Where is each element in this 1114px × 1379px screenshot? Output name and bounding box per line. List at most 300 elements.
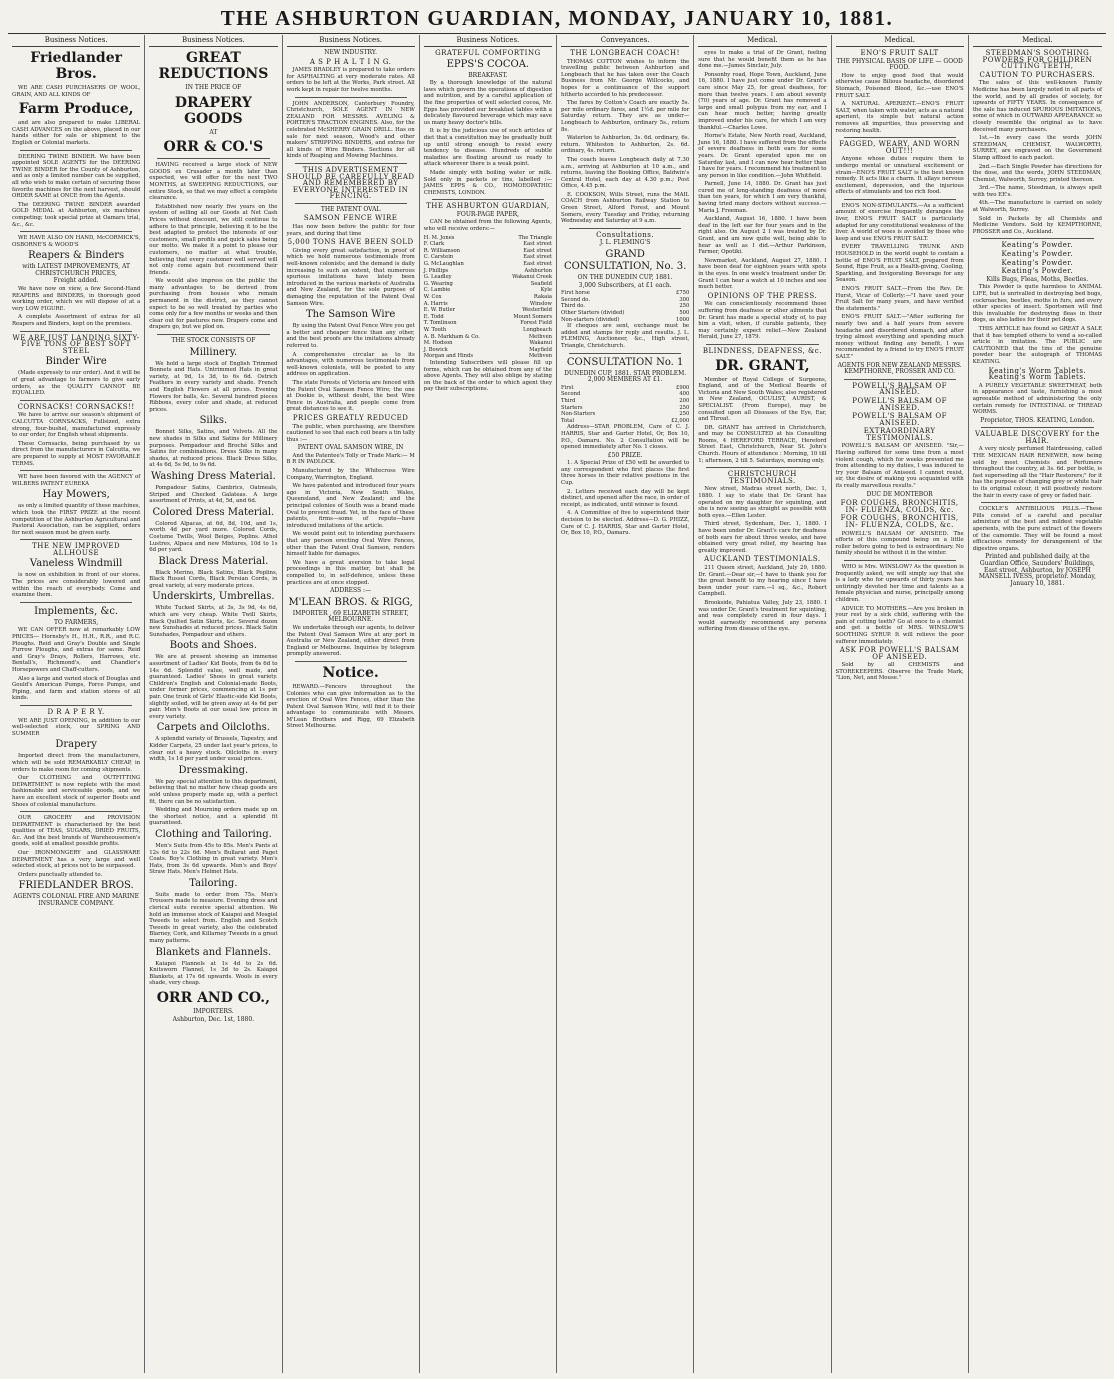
divider [981, 502, 1094, 503]
table-cell: 250 [679, 411, 690, 418]
ad-caps-line: THIS ADVERTISEMENT SHOULD BE CAREFULLY READ AND REMEMBERED BY EVERYONE INTERESTED IN FENCING. [286, 165, 415, 201]
ad-subheadline: Hay Mowers, [42, 489, 110, 501]
ad-caps-line: PRICES GREATLY REDUCED [292, 413, 409, 422]
ad-paragraph: We would also impress on the public the many advantages to be derived from purchasing from houses who remain permanent in the district, as they cannot expect to be so well treated by parties who come only for a few months or weeks and then clear out for pastures new. Drapers come and drapers go, but we plod on. [149, 278, 278, 331]
ad-paragraph: Made simply with boiling water or milk. Sold only in packets or tins, labelled :— JAMES EPPS & CO., HOMOEOPATHIC CHEMISTS, LONDON. [423, 169, 552, 196]
ad-paragraph: Suits made to order from 75s. Men's Trousers made to measure. Evening dress and clerical suits receive special attention. We hold an immense stock of Kaiapoi and Mosgiel Tweeds to select from. English and Scotch Tweeds in great variety, also the celebrated Blarney, Cork, and Killarney Tweeds in a great many patterns. [149, 891, 278, 945]
divider [20, 150, 132, 151]
table-row [424, 294, 552, 301]
ad-paragraph: If cheques are sent, exchange must be added and stamps for reply and results. J. L. FLEMING, Auctioneer, &c., High street, Triangle, Christchurch. [561, 323, 690, 349]
ad-small-line: IMPORTERS. [193, 1008, 234, 1015]
ad-paragraph: 2nd.—Each Single Powder has directions for the dose, and the words, JOHN STEEDMAN, Chemist, Walworth, Surrey, printed thereon. [972, 163, 1102, 183]
ad-subheadline: Washing Dress Material. [150, 470, 276, 482]
agents-table [424, 235, 552, 360]
ad-caps-line: OPINIONS OF THE PRESS. [707, 291, 818, 300]
ad-caps-line: Keating's Powder. [1001, 267, 1074, 276]
table-row [424, 261, 552, 268]
table-row [424, 287, 552, 294]
ad-subheadline: Clothing and Tailoring. [154, 828, 272, 840]
ad-caps-line: Keating's Powder. [1001, 250, 1074, 259]
table-row [424, 281, 552, 288]
divider [157, 158, 269, 159]
column-heading: Business Notices. [287, 35, 415, 47]
ad-subheadline: Boots and Shoes. [169, 640, 257, 652]
ad-caps-line: WE ARE JUST LANDING SIXTY-FIVE TONS OF BEST SOFT STEEL [12, 333, 140, 355]
ad-paragraph: ADVICE TO MOTHERS.—Are you broken in your rest by a sick child, suffering with the pain of cutting teeth? Go at once to a chemist and get a bottle of MRS. WINSLOW'S SOOTHING SYRUP. It will relieve the poor sufferer immediately. [835, 605, 964, 645]
table-cell: W. Tooth [423, 326, 447, 333]
ad-paragraph: is now on exhibition in front of our stores. The prices are considerably lowered and within the reach of everybody. Come and examine them. [12, 572, 141, 599]
divider [295, 97, 407, 98]
ad-small-line: ADDRESS :— [330, 587, 372, 595]
ad-caps-line: A S P H A L T I N G. [309, 57, 392, 66]
ad-paragraph: The DEERING TWINE BINDER awarded GOLD MEDAL at Ashburton, six machines competing; took special prize at Oamaru trial, &c., &c. [12, 201, 141, 228]
divider [981, 427, 1094, 428]
ad-paragraph: Orders punctually attended to. [18, 871, 103, 878]
ad-paragraph: ENO'S NON-STIMULANTS.—As a sufficient amount of exercise frequently deranges the liver, ENO'S FRUIT SALT is particularly adapted for any constitutional weakness of the liver. A world of woes is avoided by those who keep and use ENO'S FRUIT SALT. [835, 202, 964, 242]
column-heading: Medical. [973, 35, 1102, 47]
divider [20, 705, 132, 706]
ad-paragraph: Has now been before the public for four years, and during that time [286, 224, 415, 237]
table-cell: £900 [676, 384, 690, 391]
ad-headline: ORR & CO.'S [163, 139, 264, 156]
ad-small-line: Kills Bugs, Fleas, Moths, Beetles. [986, 275, 1089, 283]
table-row [424, 347, 552, 354]
ad-paragraph: A splendid variety of Brussels, Tapestry, and Kidder Carpets, 25 under last year's prices, to clear out a heavy stock. Oilcloths in every width, 1s 1d per yard under usual prices. [149, 736, 278, 763]
table-cell: East street [523, 241, 552, 248]
ad-small-line: Freight added. [53, 277, 99, 285]
divider [295, 163, 407, 164]
table-row [561, 418, 689, 425]
ad-subheadline: Silks. [199, 415, 228, 427]
ad-paragraph: 3rd.—The name, Steedman, is always spelt with two EE's. [972, 185, 1102, 198]
ad-paragraph: Giving every great satisfaction, in proof of which we hold numerous testimonials from well-known colonists; and the demand is daily increasing to such an extent, that numerous spurious imitations have lately been introduced in the various markets of Australia and New Zealand, for the sole purpose of damaging the reputation of the Patent Oval Samson Wire. [286, 247, 415, 307]
divider [157, 334, 269, 335]
ad-caps-line: THE NEW IMPROVED ALLHOUSE [32, 542, 121, 557]
ad-paragraph: A very nicely perfumed Hairdressing, called THE MEXICAN HAIR RENEWER, now being sold by most Chemists and Perfumers throughout the country, at 3s. 6d. per bottle, is fast superseding all the "Hair Restorers;" for it has the purpose of changing grey or white hair to its original colour, it will positively restore the hair in every case of grey or faded hair. [972, 446, 1102, 499]
ad-paragraph: eyes to make a trial of Dr Grant, feeling sure that he would benefit them as he has done me.—James Sinclair, July. [698, 50, 827, 70]
ad-paragraph: This Powder is quite harmless to ANIMAL LIFE, but is unrivalled in destroying bed bugs, cockroaches, beetles, moths in furs, and every other species of insect. Sportsmen will find this invaluable for destroying fleas in their dogs, as also ladies for their pet dogs. [972, 284, 1102, 324]
ad-subheadline: Drapery [55, 739, 97, 751]
ad-paragraph: White Tucked Skirts, at 3s, 3s 9d, 4s 6d, which are very cheap. White Twill Skirts, Black Quilted Satin Skirts, &c. Several dozen new Sunshades at reduced prices. Black Satin Sunshades, Pompadour and others. [149, 605, 278, 638]
ad-paragraph: Newmarket, Auckland, August 27, 1880. I have been deaf for eighteen years with spots in the eyes. In one week's treatment under Dr. Grant I can hear a watch at 10 inches and see much better. [698, 257, 827, 291]
ad-paragraph: Bonnet Silks, Satins, and Velvets. All the new shades in Silks and Satins for Millinery purposes. Pompadour and Broché Silks and Satins for combinations. Dress Silks in many shades, at reduced prices. Black Dress Silks, at 4s 6d, 5s 9d, to 9s 6d. [149, 429, 278, 469]
ad-paragraph: It is by the judicious use of such articles of diet that a constitution may be gradually built up until strong enough to resist every tendency to disease. Hundreds of subtle maladies are floating around us ready to attack wherever there is a weak point. [423, 128, 552, 168]
table-cell: 250 [679, 303, 690, 310]
ad-headline: DRAPERY GOODS [174, 94, 252, 127]
table-cell: 500 [679, 310, 690, 316]
ad-paragraph: Horne's Estate, New North road, Auckland, June 16, 1880. I have suffered from the effects of severe deafness in both ears for some years. Dr. Grant operated upon me on Saturday last, and I can now hear better than I have for years. I recommend his treatment to any person in like condition.—John Whitfield. [698, 133, 827, 179]
ad-small-line: ON THE DUNEDIN CUP, 1881. [577, 274, 673, 282]
table-cell: East street [523, 254, 552, 261]
table-cell: C. Carstein [423, 254, 454, 261]
column-heading: Business Notices. [12, 35, 140, 47]
table-row [424, 254, 552, 261]
ad-paragraph: ENO'S FRUIT SALT.—From the Rev. Dr. Hurst, Vicar of Collerly:—"I have used your Fruit Salt for many years, and have verified the statements." [835, 286, 964, 312]
masthead-rule [8, 33, 1106, 34]
ad-paragraph: We have a great aversion to take legal proceedings in this matter, but shall be compelled to, in self-defence, unless these practices are at once stopped. [286, 559, 415, 586]
ad-subheadline: Underskirts, Umbrellas. [152, 591, 275, 603]
ad-headline: Notice. [322, 664, 379, 681]
ad-paragraph: We have patented and introduced four years ago in Victoria, New South Wales, Queensland, and New Zealand; and the principal colonies of South was a brand made Oval to prevent fraud. Yet, in the face of these patents, firms—some of repute—have introduced imitations of the article. [286, 483, 415, 529]
ad-small-line: £50 PRIZE. [607, 451, 643, 459]
ad-paragraph: The sales of this well-known Family Medicine has been largely noted in all parts of the world, and by all grades of society, for upwards of FIFTY YEARS. In consequence of the sale has induced SPURIOUS IMITATIONS, some of which in OUTWARD APPEARANCE so closely resemble the original as to have deceived many purchasers. [972, 80, 1102, 133]
table-cell: 250 [679, 404, 690, 411]
column-heading: Conveyances. [561, 35, 689, 47]
ad-paragraph: Kaiapoi Flannels at 1s 4d to 2s 6d. Knitsworn Flannel, 1s 3d to 2s. Kaiapoi Blankets, at 17s 6d upwards. Wools in every shade, very cheap. [149, 960, 278, 987]
divider [295, 661, 407, 662]
table-cell: Kyle [540, 287, 552, 294]
table-cell: J. Bowick [423, 346, 448, 353]
ad-paragraph: We have to arrive our season's shipment of CALCUTTA CORNSACKS, Fullsized, extra strong, four-bushel, manufactured expressly to our order, for English wheat shipments. [12, 412, 141, 439]
ad-paragraph: WE CAN OFFER now at remarkably LOW PRICES— Hornsby's H., H.H., R.R., and R.C. Ploughs. Reid and Gray's Double and Single Furrow Ploughs, and extras for same. Reid and Gray's Drays, Rollers, Harrows, etc. Bentall's, Richmond's, and Chandler's Horsepowers and Chaff-cutters. [12, 627, 141, 673]
table-cell: Ashburton [524, 267, 552, 274]
divider [20, 470, 132, 471]
table-cell: Second [561, 391, 581, 398]
ad-subheadline: Binder Wire [45, 356, 107, 368]
ad-subheadline: Colored Dress Material. [152, 506, 275, 518]
ad-paragraph: By a thorough knowledge of the natural laws which govern the operations of digestion and nutrition, and by a careful application of the fine properties of well selected cocoa, Mr. Epps has provided our breakfast tables with a delicately flavoured beverage which may save us many heavy doctor's bills. [423, 80, 552, 126]
ad-headline: ORR AND CO., [156, 990, 271, 1006]
ad-paragraph: How to enjoy good food that would otherwise cause Bilious headache, disordered Stomach, Poisoned Blood, &c.—use ENO'S FRUIT SALT. [835, 72, 964, 99]
ad-small-line: Proprietor, THOS. KEATING, London. [980, 416, 1095, 424]
divider [20, 602, 132, 603]
ad-paragraph: Black Merino, Black Satins, Black Poplins, Black Russel Cords, Black Persian Cords, in great variety, at very moderate prices. [149, 569, 278, 589]
table-row [424, 334, 552, 341]
ad-headline: DR. GRANT, [715, 357, 810, 374]
table-cell: Wakanui Creek [512, 274, 552, 281]
table-cell: 400 [679, 391, 690, 398]
ad-paragraph: JOHN ANDERSON, Canterbury Foundry, Christchurch, SOLE AGENT IN NEW ZEALAND FOR MESSRS. AVELING & PORTER'S TRACTION ENGINES. Also, for the celebrated McSHERRY GRAIN DRILL. Has on sale for next season, Wood's and other makers' STRIPPING BINDERS, and extras for all kinds of Wire Binders. Sections for all kinds of Reaping and Mowing Machines. [286, 100, 415, 160]
table-row [424, 268, 552, 275]
table-cell: C. Lambie [423, 287, 451, 294]
divider [432, 199, 544, 200]
ad-caps-line: POWELL'S BALSAM OF ANISEED. [852, 396, 947, 412]
column-heading: Business Notices. [149, 35, 277, 47]
table-cell: Third [561, 397, 576, 404]
agents-table [561, 290, 689, 323]
ad-paragraph: We pay special attention to this department, believing that no matter how cheap goods are sold unless properly made up, with a perfect fit, there can be no satisfaction. [149, 778, 278, 805]
ad-caps-line: CORNSACKS! CORNSACKS!! [17, 402, 135, 411]
table-cell: East street [523, 261, 552, 268]
table-row [561, 317, 689, 324]
ad-paragraph: CAN be obtained from the following Agents, who will receive orders:— [423, 219, 552, 233]
ad-paragraph: We undertake through our agents, to deliver the Patent Oval Samson Wire at any port in Australia or New Zealand, either direct from England or Melbourne. Inquiries by telegram promptly answered. [286, 624, 415, 658]
ad-paragraph: 4th.—The manufacture is carried on solely at Walworth, Surrey. [972, 200, 1102, 214]
ad-paragraph: DEERING TWINE BINDER. We have been appointed SOLE AGENTS for the DEERING TWINE BINDER for the County of Ashburton, and as only a limited number can be supplied, all who wish to make certain of securing these favorite machines for the next harvest, should ORDER SAME at ONCE from the Agents. [12, 153, 141, 200]
column-8 [969, 35, 1106, 1373]
ad-caps-line: POWELL'S BALSAM OF ANISEED. [852, 412, 947, 427]
column-heading: Medical. [836, 35, 964, 47]
table-row [561, 310, 689, 317]
ad-subheadline: The Samson Wire [305, 309, 396, 321]
table-row [561, 297, 689, 304]
ad-paragraph: THOMAS COTTON wishes to inform the travelling public between Ashburton and Longbeach that he has taken over the Coach Business from Mr. George Willcocks, and hopes for a continuance of the support hitherto accorded to his predecessor. [561, 58, 690, 98]
ad-paragraph: E. COOKSON, Wills Street, runs the MAIL COACH from Ashburton Railway Station to Green Street, Alford Forest, and Mount Somers, every Tuesday and Friday, returning Wednesday and Saturday at 9 a.m. [561, 191, 690, 225]
table-row [424, 320, 552, 327]
agents-table [561, 385, 689, 425]
ad-paragraph: We would point out to intending purchasers that any person erecting Oval Wire Fences, other than the Patent Oval Samson, renders himself liable for damages. [286, 531, 415, 558]
ad-small-line: Printed and published daily, at the Guardian Office, Saunders' Buildings, East street, Ashburton, by JOSEPH MANSELL IVESS, proprietor. Monday, January 10, 1881. [978, 553, 1096, 587]
ad-small-line: 3,000 Subscribers, at £1 each. [578, 281, 672, 289]
column-6 [694, 35, 831, 1373]
ad-paragraph: (Made expressly to our order). And it will be of great advantage to farmers to give early orders, as the QUALITY CANNOT BE EQUALLED. [12, 370, 141, 397]
ad-headline: GREAT REDUCTIONS [158, 50, 269, 82]
ad-paragraph: as only a limited quantity of these machines, which took the FIRST PRIZE at the recent competition of the Ashburton Agricultural and Pastoral Association, can be supplied, orders for next season must be given early. [12, 503, 141, 536]
table-row [561, 303, 689, 310]
ad-paragraph: WE have been favored with the AGENCY of WILBERS PATENT EUREKA [12, 474, 141, 487]
column-1 [8, 35, 145, 1373]
table-cell: Rakaia [533, 294, 552, 300]
table-cell: Winslow [529, 300, 552, 307]
ad-small-line: THE STOCK CONSISTS OF [171, 337, 256, 345]
ad-subheadline: GRAND CONSULTATION, No. 3. [563, 249, 687, 273]
ad-paragraph: Established now nearly five years on the system of selling all our Goods at Net Cash Prices without discount, we still continue to adhere to that principle, believing it to be the best adapted to protect the interests of our customers, small profits and quick sales being our motto. We make it a point to please our customers, no matter at what trouble, believing that every customer well served will not only come again but recommend their friends. [149, 203, 278, 276]
table-cell: G. McLaughlan [423, 261, 464, 268]
ad-caps-line: THE LONGBEACH COACH! [570, 49, 680, 57]
table-cell: Mayfield [529, 346, 552, 353]
table-cell: Wakanui [529, 340, 552, 347]
ad-subheadline: FRIEDLANDER BROS. [18, 880, 134, 892]
table-cell: Mount Somers [513, 313, 552, 320]
table-cell: Second do. [561, 296, 590, 303]
table-cell: £750 [676, 290, 690, 297]
table-row [424, 340, 552, 347]
table-row [424, 353, 552, 360]
ad-paragraph: The fares by Cotton's Coach are exactly 5s. per mile ordinary fares, and 1½d. per mile for Saturday return. They are as under— Longbeach to Ashburton, ordinary 5s., return 8s. [561, 100, 690, 133]
ad-caps-line: THE ASHBURTON GUARDIAN, [426, 202, 550, 211]
ad-caps-line: FOR COUGHS, BRONCHITIS, IN- FLUENZA, COLDS, &c. [840, 514, 959, 529]
ad-subheadline: CONSULTATION No. 1 [566, 356, 684, 368]
ad-paragraph: Third street, Sydenham, Dec. 1, 1880. I have been under Dr. Grant's care for deafness of both ears for about three weeks, and have obtained very great relief, my hearing has greatly improved. [698, 521, 827, 554]
table-cell: A. B. Markham & Co. [423, 333, 480, 340]
ad-paragraph: A PURELY VEGETABLE SWEETMEAT, both in appearance and taste, furnishing a most agreeable method of administering the only certain remedy for INTESTINAL or THREAD WORMS. [972, 382, 1102, 416]
page-title: THE ASHBURTON GUARDIAN, MONDAY, JANUARY 10, 1881. [220, 6, 894, 30]
ad-paragraph: DR. GRANT has arrived in Christchurch, and may be CONSULTED at his Consulting Rooms, 4 HEREFORD TERRACE, Hereford Street East, Christchurch, Near St. John's Church. Hours of attendance : Morning, 10 till 1; afternoon, 2 till 5. Saturdays, morning only. [698, 424, 827, 464]
ad-paragraph: Auckland, August 16, 1880. I have been deaf in the left ear for four years and in the right also. On August 2 I was treated by Dr. Grant, and am now quite well, being able to hear as well as I did.—Arthur Parkinson, Farmer, Opotiki. [698, 216, 827, 256]
column-heading: Medical. [698, 35, 826, 47]
table-row [561, 405, 689, 412]
ad-small-line: THE PHYSICAL BASIS OF LIFE — GOOD FOOD. [836, 57, 963, 72]
table-cell: M. Hodson [423, 340, 453, 347]
ad-paragraph: We hold a large stock of English Trimmed Bonnets and Hats. Untrimmed Hats in great variety, at 9d, 1s 3d, to 6s 6d. Ostrich Feathers in every variety and shade. French and English Flowers at all prices. Evening Flowers for balls, &c. Several hundred pieces Ribbons, every color and shade, at reduced prices. [149, 360, 278, 413]
table-row [561, 290, 689, 297]
ad-small-line: IMPORTER , 69 ELIZABETH STREET, MELBOURNE. [292, 609, 409, 624]
table-row [424, 301, 552, 308]
ad-caps-line: ASK FOR POWELL'S BALSAM OF ANISEED. [839, 646, 960, 661]
ad-paragraph: ENO'S FRUIT SALT.—"After suffering for nearly two and a half years from severe headache and disordered stomach, and after trying almost everything and spending much money without finding any benefit, I was recommended by a friend to try ENO'S FRUIT SALT." [835, 314, 964, 360]
divider [706, 467, 818, 468]
ad-paragraph: And the Patentee's Tolly or Trade Mark:— M B R IN PADLOCK. [286, 452, 415, 466]
table-cell: R. Williamson [423, 247, 460, 254]
ad-small-line: DUC DE MONTEBOR [866, 490, 933, 498]
ad-paragraph: Member of Royal College of Surgeons, England, and of the Medical Boards of Victoria and New South Wales; also registered in New Zealand, OCULIST, AURIST, & SPECIALIST. (From Europe), may be consulted upon all Diseases of the Eye, Ear, and Throat. [698, 376, 827, 423]
ad-paragraph: New street, Madras street north, Dec. 1, 1880. I say to state that Dr. Grant has operated on my daughter for squinting, and she is now seeing as straight as possible with both eyes.—Ellen Lester. [698, 486, 827, 519]
ad-paragraph: The coach leaves Longbeach daily at 7.30 a.m., arriving at Ashburton at 10 a.m., and returns, leaving the Booking Office, Baldwin's Central Hotel, each day at 4.30 p.m.; Post Office, 4.45 p.m. [561, 156, 690, 190]
ad-paragraph: Brookside, Pahiatua Valley, July 23, 1880. I was under Dr. Grant's treatment for squinting, and was completely cured in four days. I would earnestly recommend any persons suffering from disease of the eye. [698, 599, 827, 633]
ad-caps-line: D R A P E R Y. [47, 707, 105, 716]
ad-paragraph: Anyone whose duties require them to undergo mental or unnatural excitement or strain—ENO'S FRUIT SALT is the best known remedy. It acts like a charm. It allays nervous excitement, depression, and the injurious effects of stimulants and too rich food. [835, 156, 964, 196]
table-cell: J. Phillips [423, 267, 449, 274]
ad-caps-line: Consultations. [596, 230, 655, 239]
ad-small-line: AT [209, 128, 218, 136]
table-cell: G. Leadley [423, 274, 452, 281]
ad-subheadline: Blankets and Flannels. [155, 946, 272, 958]
ad-paragraph: Colored Alpacas, at 6d, 8d, 10d, and 1s, worth 4d per yard more. Colored Cords, Costume Twills, Wool Beiges, Poplins. Athol Lustres, Alpaca and new Mixtures, 10d to 1s 6d per yard. [149, 520, 278, 554]
ad-small-line: PATENT OVAL SAMSON WIRE, IN [297, 444, 404, 452]
table-cell: East street [523, 247, 552, 254]
ad-paragraph: 211 Queen street, Auckland, July 29, 1880. Dr. Grant.—Dear sir,—I have to thank you for the great benefit to my hearing since I have been under your care.—I sq., &c., Robert Campbell. [698, 564, 827, 598]
ad-paragraph: These Cornsacks, being purchased by us direct from the manufacturers in Calcutta, we are prepared to supply at MOST FAVORABLE TERMS. [12, 440, 141, 467]
table-row [424, 248, 552, 255]
masthead [0, 0, 1114, 34]
ad-subheadline: Black Dress Material. [158, 555, 269, 567]
table-cell: E. Todd [423, 313, 444, 320]
table-cell: Other Starters (divided) [561, 310, 625, 316]
ad-paragraph: We can conscientiously recommend those suffering from deafness or other ailments that Dr. Grant has made a special study of, to pay him a visit, when, if curable patients, they may certainly expect relief.—New Zealand Herald, June 27, 1879. [698, 301, 827, 341]
table-cell: First horse [561, 290, 590, 297]
ad-paragraph: WE HAVE ALSO ON HAND, McCORMICK'S, OSBORNE'S & WOOD'S [12, 235, 141, 248]
divider [20, 231, 132, 232]
newspaper-columns [8, 35, 1106, 1373]
divider [20, 811, 132, 812]
ad-caps-line: Keating's Powder. [1001, 241, 1074, 250]
ad-paragraph: REWARD.—Fencers throughout the Colonies who can give information as to the erection of Oval Wire Fences, other than the Patent Oval Samson Wire, will find it to their advantage to communicate with Messrs. M'Lean Brothers and Rigg, 69 Elizabeth Street Melbourne. [286, 683, 415, 730]
table-cell: 1000 [676, 316, 690, 323]
column-5 [557, 35, 694, 1373]
ad-paragraph: 4. A Committee of five to superintend their decision to be elected. Address—D. G. PHIZZ, Care of C. J. HARRIS, Star and Garter Hotel, Or, Box 10, P.O., Oamaru. [561, 510, 690, 537]
ad-paragraph: Wedding and Mourning orders made up on the shortest notice, and a splendid fit guaranteed. [149, 807, 278, 827]
ad-subheadline: Millinery. [189, 346, 238, 358]
ad-caps-line: STEEDMAN'S SOOTHING POWDERS FOR CHILDREN CUTTING TEETH, [982, 49, 1093, 71]
ad-small-line: Ashburton, Dec. 1st, 1880. [172, 1015, 255, 1023]
ad-paragraph: COCKLE'S ANTIBILIOUS PILLS.—These Pills consist of a careful and peculiar admixture of the best and mildest vegetable aperients, with the pure extract of the flowers of the camomile. They will be found a most efficacious remedy for derangement of the digestive organs. [972, 506, 1102, 552]
ad-caps-line: VALUABLE DISCOVERY for the HAIR. [974, 430, 1100, 445]
ad-paragraph: A comprehensive circular as to its advantages, with numerous testimonials from well-known colonists, will be posted to any address on application. [286, 351, 415, 378]
ad-caps-line: AUCKLAND TESTIMONIALS. [704, 555, 821, 564]
ad-paragraph: Manufactured by the Whitecross Wire Company, Warrington, England. [286, 468, 415, 481]
table-cell: Methven [528, 333, 552, 340]
ad-paragraph: We have now on view, a few Second-Hand REAPERS and BINDERS, in thorough good working order, which we will dispose of at a very LOW FIGURE. [12, 286, 141, 312]
table-cell: £2,000 [671, 417, 690, 424]
table-row [424, 241, 552, 248]
ad-subheadline: Tailoring. [189, 877, 238, 889]
column-4 [420, 35, 557, 1373]
table-cell: Westerfield [522, 307, 552, 314]
divider [844, 199, 956, 200]
ad-paragraph: Our CLOTHING and OUTFITTING DEPARTMENT is now replete with the most fashionable and serviceable goods, and we have an excellent stock of superior Boots and Shoes of colonial manufacture. [12, 775, 141, 808]
ad-small-line: DUNEDIN CUP, 1881. STAR PROBLEM. 2,000 MEMBERS AT £1. [564, 369, 687, 384]
divider [569, 228, 681, 229]
ad-paragraph: Parnell, June 14, 1880. Dr. Grant has just cured me of long-standing deafness of more than ten years, for which I am very thankful, having tried many doctors without success.—Maria J. Freeman. [698, 181, 827, 214]
table-row [424, 307, 552, 314]
table-cell: F. Clark [423, 241, 445, 248]
ad-caps-line: BLINDNESS, DEAFNESS, &c. [702, 346, 822, 355]
table-row [561, 411, 689, 418]
ad-small-line: BREAKFAST. [468, 71, 508, 79]
divider [20, 331, 132, 332]
table-cell: W. Cox [423, 294, 442, 300]
ad-paragraph: Intending Subscribers will please fill up forms, which can be obtained from any of the above Agents. They will also oblige by stating on the back of the order to which agent they pay their subscriptions. [423, 359, 552, 393]
ad-small-line: NEW INDUSTRY. [324, 49, 377, 56]
ad-paragraph: Sold in Packets by all Chemists and Medicine Vendors. Sold by KEMPTHORNE, PROSSER and Co., Auckland. [972, 215, 1102, 235]
ad-paragraph: WHO is Mrs. WINSLOW? As the question is frequently asked, we will simply say that she is a lady who for upwards of thirty years has untiringly devoted her time and talents as a female physician and nurse, principally among children. [835, 563, 964, 603]
divider [981, 238, 1094, 239]
ad-paragraph: Ponsonby road, Hope Town, Auckland, June 16, 1880. I have just come under Dr. Grant's care since May 25, for great deafness, for more than twelve years. I am about seventy (70) years of age. Dr. Grant has removed a large and small polypus from my ear, and I can hear much better, having greatly improved under his care, for which I am very thankful.—Charles Lowe. [698, 71, 827, 131]
ad-paragraph: A complete Assortment of extras for all Reapers and Binders, kept on the premises. [12, 314, 141, 328]
ad-paragraph: 1st.—In every case the words JOHN STEEDMAN, CHEMIST, WALWORTH, SURREY, are engraved on the Government Stamp affixed to each packet. [972, 135, 1102, 161]
ad-paragraph: EVERY TRAVELLING TRUNK AND HOUSEHOLD in the world ought to contain a bottle of ENO'S FRUIT SALT, prepared from Sound, Ripe Fruit, as a Health-giving, Cooling, Sparkling, and Invigorating Beverage for any Season. [835, 244, 964, 284]
ad-paragraph: and are also prepared to make LIBERAL CASH ADVANCES on the above, placed in our hands either for sale or shipment to the English or Colonial markets. [12, 120, 141, 146]
ad-caps-line: CAUTION TO PURCHASERS. [979, 70, 1096, 79]
table-cell: 200 [679, 397, 690, 404]
divider [20, 400, 132, 401]
ad-paragraph: POWELL'S BALSAM OF ANISEED. The efforts of this compound being on a little roller before going to bed is extraordinary. No family should be without it in the winter. [835, 530, 964, 557]
table-cell: G. Wearing [423, 280, 453, 287]
ad-paragraph: WE ARE JUST OPENING, in addition to our well-selected stock, our SPRING AND SUMMER [12, 717, 141, 737]
ad-paragraph: Also a large and varied stock of Douglas and Gould's American Pumps, Force Pumps, and Piping, and farm and station stores of all kinds. [12, 675, 141, 702]
table-cell: Third do. [561, 303, 585, 310]
ad-paragraph: A NATURAL APERIENT.—ENO'S FRUIT SALT, when taken with water, acts as a natural aperient, its simple but natural action removes all impurities, thus preserving and restoring health. [835, 101, 964, 134]
column-7 [832, 35, 969, 1373]
table-row [424, 274, 552, 281]
ad-caps-line: POWELL'S BALSAM OF ANISEED. [852, 381, 947, 397]
ad-small-line: THE PATENT OVAL [320, 205, 381, 213]
ad-paragraph: 2. Letters received each day will be kept distinct, and opened after the race, in order of receipt, as indicated, until winner is found. [561, 488, 690, 508]
ad-small-line: AGENTS FOR NEW ZEALAND MESSRS. KEMPTHORNE, PROSSER AND CO. [837, 361, 962, 376]
ad-small-line: FOUR-PAGE PAPER, [456, 210, 519, 218]
ad-paragraph: JAMES BRADLEY is prepared to take orders for ASPHALTING at very moderate rates. All orders to be left at the Works, Park street. All work kept in repair for twelve months. [286, 67, 415, 93]
ad-paragraph: OUR GROCERY and PROVISION DEPARTMENT is characterised by the best qualities of TEAS, SUGARS, DRIED FRUITS, &c. And the best brands of Wareheousemen's goods, sold at smallest possible profits. [12, 815, 141, 848]
table-cell: Non-starters (divided) [561, 316, 620, 323]
ad-caps-line: Keating's Powder. [1001, 258, 1074, 267]
table-cell: Methven [528, 353, 552, 360]
table-cell: Morgan and Hinds [423, 353, 473, 360]
ad-subheadline: Implements, &c. [34, 605, 119, 617]
table-cell: T. Tomlinson [423, 320, 457, 327]
table-cell: Starters [561, 404, 583, 411]
ad-subheadline: Reapers & Binders [28, 250, 125, 262]
ad-paragraph: The state Forests of Victoria are fenced with the Patent Oval Samson Fence Wire; the one at Dookie is, without doubt, the best Wire Fence in Australia, and people come from great distances to see it. [286, 379, 415, 413]
table-row [424, 327, 552, 334]
ad-paragraph: HAVING received a large stock of NEW GOODS ex Crusader a month later than expected, we will offer for the next TWO MONTHS, at SWEEPING REDUCTIONS, our entire Stock, so that we may effect a complete clearance. [149, 162, 278, 202]
ad-paragraph: WE ARE CASH PURCHASERS OF WOOL, GRAIN, AND ALL KINDS OF [12, 85, 141, 98]
ad-caps-line: EXTRAORDINARY TESTIMONIALS. [863, 427, 936, 442]
table-cell: Total [561, 417, 575, 424]
ad-headline: Farm Produce, [18, 101, 134, 118]
table-cell: A. Harris [423, 300, 448, 307]
divider [844, 137, 956, 138]
table-cell: Longbeach [523, 326, 552, 333]
table-cell: H. M. Jones [423, 234, 455, 241]
table-cell: The Triangle [518, 234, 552, 241]
table-cell: First [561, 384, 574, 391]
ad-subheadline: EPPS'S COCOA. [446, 58, 530, 70]
ad-paragraph: Men's Suits from 45s to 85s. Men's Pants at 12s 6d to 22s 6d. Men's Bullarat and Paget Coats. Boy's Clothing in great variety. Men's Hats, from 3s 6d upwards. Men's and Boys' Straw Hats. Men's Helmet Hats. [149, 842, 278, 876]
ad-small-line: J. L. FLEMING'S [599, 239, 651, 247]
ad-small-line: with LATEST IMPROVEMENTS, AT CHRISTCHURCH PRICES, [22, 263, 130, 277]
column-2 [145, 35, 282, 1373]
ad-small-line: IN THE PRICE OF [185, 84, 242, 91]
divider [20, 539, 132, 540]
ad-caps-line: ENO'S FRUIT SALT [860, 49, 939, 57]
ad-paragraph: Imported direct from the manufacturers, which will be sold REMARKABLY CHEAP, in orders to make room for coming shipments. [12, 753, 141, 773]
divider [844, 379, 956, 380]
column-3 [283, 35, 420, 1373]
ad-caps-line: FOR COUGHS, BRONCHITIS, IN- FLUENZA, COLDS, &c. [840, 499, 959, 514]
ad-caps-line: SAMSON FENCE WIRE [303, 214, 398, 223]
ad-paragraph: Address—STAR PROBLEM, Care of C. J. HARRIS, Star and Garter Hotel, Or, Box 10, P.O., Oamaru. No. 2 Consultation will be opened immediately after No. 1 closes. [561, 424, 690, 451]
ad-subheadline: Vaneless Windmill [29, 558, 123, 570]
